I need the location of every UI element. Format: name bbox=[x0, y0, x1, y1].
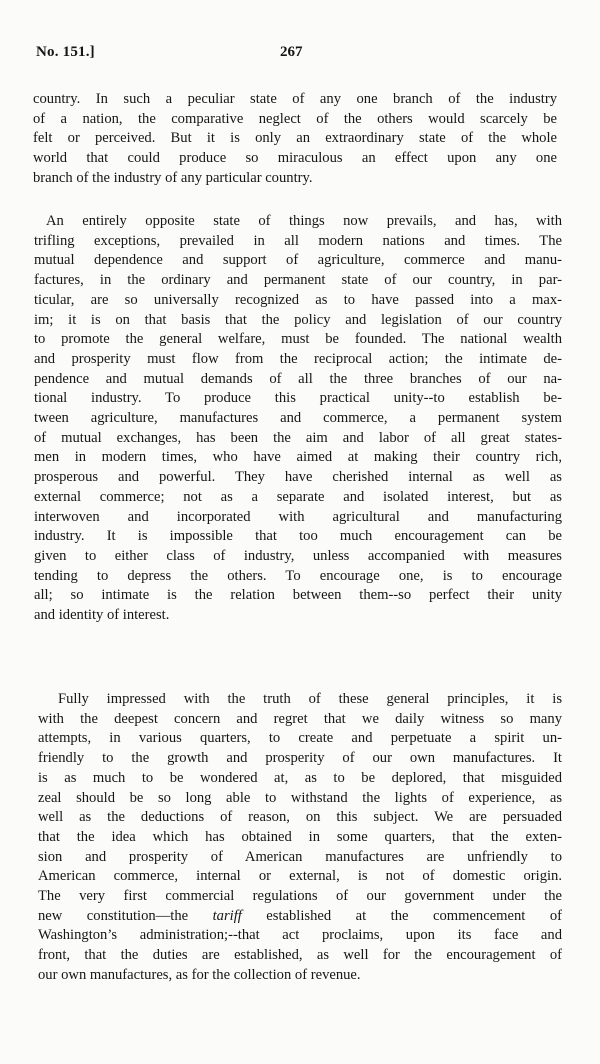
text-line: tional industry. To produce this practical unity--to establish be- bbox=[34, 390, 562, 407]
text-line: trifling exceptions, prevailed in all modern nations and times. The bbox=[34, 232, 562, 249]
page-number: 267 bbox=[280, 44, 303, 60]
text-line: prosperous and powerful. They have cherished internal as well as bbox=[34, 469, 562, 486]
text-line: Washington’s administration;--that act proclaims, upon its face and bbox=[38, 927, 562, 944]
text-line: friendly to the growth and prosperity of our own manufactures. It bbox=[38, 750, 562, 767]
text-line: and identity of interest. bbox=[34, 607, 170, 624]
text-line: factures, in the ordinary and permanent state of our country, in par- bbox=[34, 272, 562, 289]
text-line: well as the deductions of reason, on this subject. We are persuaded bbox=[38, 809, 562, 826]
text-line: to promote the general welfare, must be founded. The national wealth bbox=[34, 331, 562, 348]
text-line: tween agriculture, manufactures and commerce, a permanent system bbox=[34, 410, 562, 427]
text-line: American commerce, internal or external, is not of domestic origin. bbox=[38, 868, 562, 885]
text-line: is as much to be wondered at, as to be deplored, that misguided bbox=[38, 769, 562, 786]
text-line: external commerce; not as a separate and isolated interest, but as bbox=[34, 488, 562, 505]
text-line: Fully impressed with the truth of these general principles, it is bbox=[58, 691, 562, 707]
text-line: branch of the industry of any particular country. bbox=[33, 169, 313, 186]
text-line: our own manufactures, as for the collection of revenue. bbox=[38, 966, 361, 983]
paragraph-2 bbox=[34, 212, 562, 626]
paragraph-3 bbox=[38, 690, 562, 986]
text-line: The very first commercial regulations of our government under the bbox=[38, 888, 562, 905]
text-line: zeal should be so long able to withstand the lights of experience, as bbox=[38, 789, 562, 806]
text-line: attempts, in various quarters, to create and perpetuate a spirit un- bbox=[38, 730, 562, 747]
document-number: No. 151.] bbox=[36, 44, 95, 60]
text-line: given to either class of industry, unless accompanied with measures bbox=[34, 547, 562, 564]
text-line: mutual dependence and support of agriculture, commerce and manu- bbox=[34, 252, 562, 269]
text-line: An entirely opposite state of things now prevails, and has, with bbox=[46, 213, 562, 229]
text-line: of mutual exchanges, has been the aim and labor of all great states- bbox=[34, 429, 562, 446]
text-line: ticular, are so universally recognized as to have passed into a max- bbox=[34, 291, 562, 308]
paragraph-1 bbox=[33, 90, 557, 189]
text-line: im; it is on that basis that the policy and legislation of our country bbox=[34, 311, 562, 328]
text-line: pendence and mutual demands of all the three branches of our na- bbox=[34, 370, 562, 387]
text-line: front, that the duties are established, as well for the encouragement of bbox=[38, 947, 562, 964]
text-line: with the deepest concern and regret that we daily witness so many bbox=[38, 710, 562, 727]
text-line: that the idea which has obtained in some quarters, that the exten- bbox=[38, 828, 562, 845]
text-line: industry. It is impossible that too much encouragement can be bbox=[34, 528, 562, 545]
text-line: of a nation, the comparative neglect of the others would scarcely be bbox=[33, 110, 557, 127]
text-line: and prosperity must flow from the reciprocal action; the intimate de- bbox=[34, 350, 562, 367]
page-header bbox=[36, 44, 556, 70]
text-line: all; so intimate is the relation between them--so perfect their unity bbox=[34, 587, 562, 604]
text-line: world that could produce so miraculous an effect upon any one bbox=[33, 150, 557, 167]
text-line: country. In such a peculiar state of any one branch of the industry bbox=[33, 91, 557, 107]
text-line: interwoven and incorporated with agricultural and manufacturing bbox=[34, 508, 562, 525]
text-line: new constitution—the tariff established at the commencement of bbox=[38, 907, 562, 924]
text-line: tending to depress the others. To encourage one, is to encourage bbox=[34, 567, 562, 584]
text-line: sion and prosperity of American manufactures are unfriendly to bbox=[38, 848, 562, 865]
text-line: men in modern times, who have aimed at making their country rich, bbox=[34, 449, 562, 466]
text-line: felt or perceived. But it is only an extraordinary state of the whole bbox=[33, 130, 557, 147]
